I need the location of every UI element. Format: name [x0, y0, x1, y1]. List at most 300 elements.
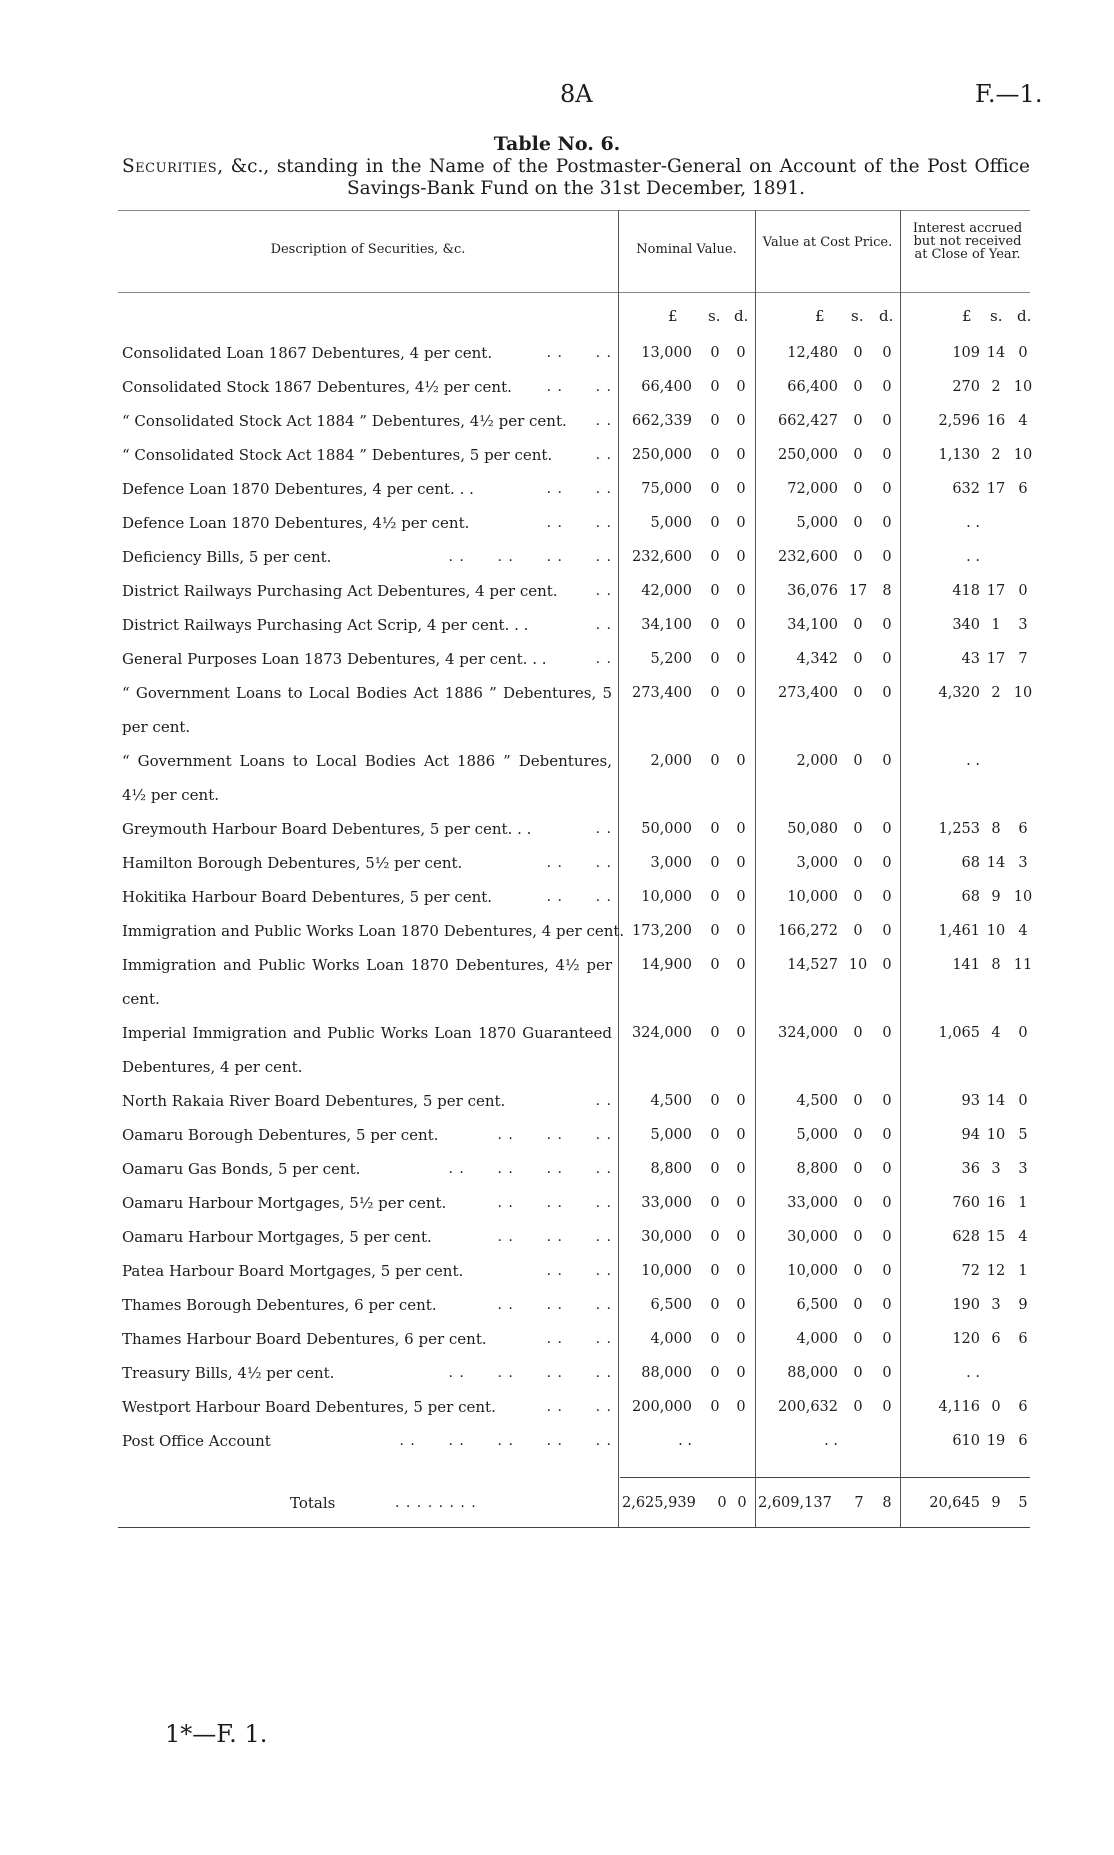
interest-shillings: 17 [986, 481, 1006, 497]
leader-dots: . . [595, 617, 612, 633]
interest-pence: 0 [1018, 345, 1028, 361]
row-description: Oamaru Harbour Mortgages, 5 per cent. [122, 1228, 432, 1246]
cost-pounds: 12,480 [787, 345, 838, 361]
table-row [0, 744, 1114, 812]
cost-pence: 0 [882, 651, 892, 667]
leader-dots: . . . . [546, 515, 612, 531]
subtitle-rest: , &c., standing in the Name of the Postmaster-General on Account of the Post Office Savings-Bank Fund on the 31st December, 1891. [217, 156, 1030, 199]
row-description: District Railways Purchasing Act Scrip, 4 per cent. . . [122, 616, 529, 634]
nominal-shillings: 0 [710, 923, 720, 939]
nominal-pounds: 4,500 [650, 1093, 692, 1109]
unit-pence: d. [734, 307, 749, 325]
interest-pence: 10 [1013, 447, 1033, 463]
nominal-shillings: 0 [710, 583, 720, 599]
interest-shillings: 15 [986, 1229, 1006, 1245]
totals-row [0, 1486, 1114, 1520]
cost-shillings: 0 [853, 1161, 863, 1177]
table-bottom-rule [118, 1527, 1030, 1528]
cost-pence: 0 [882, 1025, 892, 1041]
table-row [0, 1390, 1114, 1424]
cost-pence: 0 [882, 1093, 892, 1109]
table-row [0, 914, 1114, 948]
interest-pounds: 1,065 [938, 1025, 980, 1041]
header-cost: Value at Cost Price. [762, 235, 893, 250]
nominal-shillings: 0 [710, 1195, 720, 1211]
nominal-pounds: 30,000 [641, 1229, 692, 1245]
interest-shillings: 10 [986, 1127, 1006, 1143]
table-row [0, 336, 1114, 370]
interest-pence: 6 [1018, 481, 1028, 497]
nominal-pounds: 42,000 [641, 583, 692, 599]
leader-dots: . . [595, 447, 612, 463]
interest-pounds: 4,320 [938, 685, 980, 701]
table-row [0, 1220, 1114, 1254]
nominal-pence: 0 [736, 481, 746, 497]
cost-pounds: 5,000 [796, 1127, 838, 1143]
leader-dots: . . . . . . [497, 1297, 612, 1313]
totals-cost-pounds: 2,609,137 [758, 1495, 832, 1511]
leader-dots: . . . . [546, 345, 612, 361]
cost-shillings: 0 [853, 753, 863, 769]
interest-shillings: 2 [991, 447, 1001, 463]
table-row [0, 506, 1114, 540]
cost-shillings: 0 [853, 1365, 863, 1381]
nominal-pence: 0 [736, 549, 746, 565]
cost-pence: 0 [882, 481, 892, 497]
nominal-pence: 0 [736, 1195, 746, 1211]
leader-dots: . . . . . . [497, 1195, 612, 1211]
cost-shillings: 0 [853, 855, 863, 871]
table-row [0, 608, 1114, 642]
table-row [0, 1118, 1114, 1152]
unit-pence: d. [1017, 307, 1032, 325]
table-row [0, 1254, 1114, 1288]
leader-dots: . . . . [546, 1399, 612, 1415]
row-description: “ Government Loans to Local Bodies Act 1886 ” Debentures, 5 per cent. [122, 684, 612, 736]
nominal-pence: 0 [736, 1127, 746, 1143]
nominal-pence: 0 [736, 583, 746, 599]
nominal-shillings: 0 [710, 379, 720, 395]
interest-shillings: 10 [986, 923, 1006, 939]
leader-dots: . . . . . . [497, 1127, 612, 1143]
row-description: Immigration and Public Works Loan 1870 Debentures, 4 per cent. [122, 922, 625, 940]
nominal-shillings: 0 [710, 1297, 720, 1313]
cost-pounds: 273,400 [778, 685, 838, 701]
totals-label: Totals [290, 1494, 336, 1512]
cost-shillings: 0 [853, 549, 863, 565]
interest-pence: 4 [1018, 923, 1028, 939]
nominal-pounds: 8,800 [650, 1161, 692, 1177]
cost-shillings: 17 [848, 583, 868, 599]
cost-pounds: 33,000 [787, 1195, 838, 1211]
interest-pence: 11 [1013, 957, 1033, 973]
table-row [0, 642, 1114, 676]
interest-pounds: 628 [952, 1229, 980, 1245]
cost-pence: 0 [882, 1161, 892, 1177]
cost-pence: 0 [882, 957, 892, 973]
cost-pence: 8 [882, 583, 892, 599]
leader-dots: . . . . [546, 379, 612, 395]
totals-nominal-pounds: 2,625,939 [622, 1495, 696, 1511]
cost-pence: 0 [882, 447, 892, 463]
cost-pence: 0 [882, 617, 892, 633]
row-description: Hamilton Borough Debentures, 5½ per cent. [122, 854, 463, 872]
totals-nominal-shillings: 0 [717, 1495, 727, 1511]
table-row [0, 540, 1114, 574]
cost-shillings: 10 [848, 957, 868, 973]
nominal-shillings: 0 [710, 685, 720, 701]
interest-pence: 0 [1018, 1093, 1028, 1109]
nominal-pence: 0 [736, 685, 746, 701]
interest-pounds: 68 [961, 855, 980, 871]
nominal-pounds: 5,200 [650, 651, 692, 667]
cost-pence: 0 [882, 753, 892, 769]
row-description: Deficiency Bills, 5 per cent. [122, 548, 332, 566]
row-description: Treasury Bills, 4½ per cent. [122, 1364, 335, 1382]
nominal-shillings: 0 [710, 1025, 720, 1041]
cost-shillings: 0 [853, 413, 863, 429]
row-description: Thames Harbour Board Debentures, 6 per cent. [122, 1330, 487, 1348]
cost-shillings: 0 [853, 379, 863, 395]
interest-pence: 6 [1018, 1433, 1028, 1449]
interest-pounds: 94 [961, 1127, 980, 1143]
cost-pounds: 72,000 [787, 481, 838, 497]
interest-pence: 6 [1018, 1331, 1028, 1347]
cost-shillings: 0 [853, 1127, 863, 1143]
cost-pounds: 4,500 [796, 1093, 838, 1109]
unit-pound: £ [668, 307, 678, 325]
cost-shillings: 0 [853, 447, 863, 463]
nominal-pounds: 33,000 [641, 1195, 692, 1211]
row-description: Post Office Account [122, 1432, 271, 1450]
unit-pence: d. [879, 307, 894, 325]
interest-shillings: 8 [991, 821, 1001, 837]
table-row [0, 1016, 1114, 1084]
nominal-pounds: . . [678, 1433, 692, 1449]
nominal-pounds: 75,000 [641, 481, 692, 497]
cost-pounds: 250,000 [778, 447, 838, 463]
cost-pounds: 14,527 [787, 957, 838, 973]
interest-pence: 3 [1018, 617, 1028, 633]
cost-pounds: 88,000 [787, 1365, 838, 1381]
cost-shillings: 0 [853, 1195, 863, 1211]
interest-pounds: 120 [952, 1331, 980, 1347]
interest-pence: 7 [1018, 651, 1028, 667]
row-description: Hokitika Harbour Board Debentures, 5 per cent. [122, 888, 493, 906]
leader-dots: . . [595, 1093, 612, 1109]
nominal-pence: 0 [736, 1399, 746, 1415]
table-row [0, 1152, 1114, 1186]
cost-pence: 0 [882, 1263, 892, 1279]
interest-shillings: 17 [986, 651, 1006, 667]
cost-shillings: 0 [853, 481, 863, 497]
interest-shillings: 12 [986, 1263, 1006, 1279]
row-description: Oamaru Harbour Mortgages, 5½ per cent. [122, 1194, 447, 1212]
cost-pounds: 166,272 [778, 923, 838, 939]
cost-pence: 0 [882, 685, 892, 701]
interest-pounds: 141 [952, 957, 980, 973]
page-reference: F.—1. [975, 80, 1043, 108]
leader-dots: . . [595, 413, 612, 429]
interest-pounds: 4,116 [938, 1399, 980, 1415]
totals-nominal-pence: 0 [737, 1495, 747, 1511]
cost-pence: 0 [882, 345, 892, 361]
row-description: District Railways Purchasing Act Debentures, 4 per cent. [122, 582, 558, 600]
interest-shillings: 19 [986, 1433, 1006, 1449]
cost-pounds: 2,000 [796, 753, 838, 769]
interest-pounds: 340 [952, 617, 980, 633]
interest-shillings: 14 [986, 345, 1006, 361]
nominal-shillings: 0 [710, 651, 720, 667]
table-row [0, 812, 1114, 846]
nominal-pounds: 250,000 [632, 447, 692, 463]
row-description: Westport Harbour Board Debentures, 5 per cent. [122, 1398, 496, 1416]
cost-pounds: 662,427 [778, 413, 838, 429]
nominal-pence: 0 [736, 345, 746, 361]
cost-pounds: . . [824, 1433, 838, 1449]
nominal-shillings: 0 [710, 1161, 720, 1177]
cost-shillings: 0 [853, 1093, 863, 1109]
nominal-pence: 0 [736, 889, 746, 905]
nominal-pence: 0 [736, 379, 746, 395]
nominal-pounds: 50,000 [641, 821, 692, 837]
cost-shillings: 0 [853, 515, 863, 531]
interest-pounds: 1,253 [938, 821, 980, 837]
cost-pence: 0 [882, 1331, 892, 1347]
table-row [0, 880, 1114, 914]
cost-shillings: 0 [853, 1263, 863, 1279]
nominal-pounds: 10,000 [641, 1263, 692, 1279]
interest-pence: 5 [1018, 1127, 1028, 1143]
leader-dots: . . . . [546, 855, 612, 871]
interest-pounds: 36 [961, 1161, 980, 1177]
nominal-pounds: 232,600 [632, 549, 692, 565]
nominal-pounds: 66,400 [641, 379, 692, 395]
interest-pounds: 1,461 [938, 923, 980, 939]
nominal-shillings: 0 [710, 447, 720, 463]
nominal-shillings: 0 [710, 549, 720, 565]
nominal-pence: 0 [736, 1093, 746, 1109]
leader-dots: . . . . [546, 1263, 612, 1279]
row-description: Defence Loan 1870 Debentures, 4½ per cent. [122, 514, 470, 532]
interest-pounds: 190 [952, 1297, 980, 1313]
table-row [0, 370, 1114, 404]
cost-pence: 0 [882, 923, 892, 939]
nominal-pence: 0 [736, 821, 746, 837]
interest-pounds: 93 [961, 1093, 980, 1109]
cost-shillings: 0 [853, 1399, 863, 1415]
unit-pound: £ [815, 307, 825, 325]
nominal-shillings: 0 [710, 855, 720, 871]
interest-pence: 9 [1018, 1297, 1028, 1313]
cost-shillings: 0 [853, 821, 863, 837]
cost-pence: 0 [882, 1297, 892, 1313]
interest-pence: 6 [1018, 1399, 1028, 1415]
interest-pounds: 270 [952, 379, 980, 395]
interest-pence: 10 [1013, 685, 1033, 701]
cost-shillings: 0 [853, 1297, 863, 1313]
cost-shillings: 0 [853, 345, 863, 361]
interest-shillings: 17 [986, 583, 1006, 599]
interest-pounds: 418 [952, 583, 980, 599]
cost-pounds: 66,400 [787, 379, 838, 395]
nominal-pence: 0 [736, 855, 746, 871]
leader-dots: . . . . . . [497, 1229, 612, 1245]
nominal-pounds: 4,000 [650, 1331, 692, 1347]
totals-interest-pence: 5 [1018, 1495, 1028, 1511]
nominal-shillings: 0 [710, 413, 720, 429]
interest-shillings: 2 [991, 685, 1001, 701]
table-row [0, 1084, 1114, 1118]
nominal-shillings: 0 [710, 345, 720, 361]
header-nominal: Nominal Value. [636, 242, 737, 257]
cost-shillings: 0 [853, 1331, 863, 1347]
leader-dots: . . . . . . . . [395, 1495, 477, 1511]
nominal-pence: 0 [736, 1263, 746, 1279]
cost-pounds: 3,000 [796, 855, 838, 871]
interest-pounds: 1,130 [938, 447, 980, 463]
cost-pence: 0 [882, 1399, 892, 1415]
table-row [0, 404, 1114, 438]
table-top-rule [118, 210, 1030, 211]
interest-shillings: 9 [991, 889, 1001, 905]
nominal-shillings: 0 [710, 1399, 720, 1415]
nominal-pence: 0 [736, 1365, 746, 1381]
row-description: Oamaru Borough Debentures, 5 per cent. [122, 1126, 439, 1144]
table-subtitle [122, 156, 1030, 200]
cost-pounds: 10,000 [787, 889, 838, 905]
row-description: Patea Harbour Board Mortgages, 5 per cent. [122, 1262, 464, 1280]
interest-shillings: 16 [986, 1195, 1006, 1211]
interest-shillings: 6 [991, 1331, 1001, 1347]
table-row [0, 438, 1114, 472]
nominal-pounds: 34,100 [641, 617, 692, 633]
header-bottom-rule [118, 292, 1030, 293]
nominal-shillings: 0 [710, 889, 720, 905]
nominal-pounds: 662,339 [632, 413, 692, 429]
interest-pounds: 72 [961, 1263, 980, 1279]
nominal-pence: 0 [736, 753, 746, 769]
header-interest: Interest accrued but not received at Close of Year. [912, 221, 1023, 262]
nominal-pounds: 88,000 [641, 1365, 692, 1381]
nominal-pence: 0 [736, 617, 746, 633]
cost-pence: 0 [882, 889, 892, 905]
interest-pence: 1 [1018, 1263, 1028, 1279]
leader-dots: . . . . [546, 1331, 612, 1347]
cost-pence: 0 [882, 1195, 892, 1211]
table-title: Table No. 6. [493, 133, 621, 155]
table-row [0, 1356, 1114, 1390]
cost-pounds: 34,100 [787, 617, 838, 633]
totals-top-rule [620, 1477, 1030, 1478]
interest-pence: 4 [1018, 1229, 1028, 1245]
nominal-shillings: 0 [710, 1263, 720, 1279]
nominal-pounds: 6,500 [650, 1297, 692, 1313]
nominal-pence: 0 [736, 1229, 746, 1245]
cost-shillings: 0 [853, 889, 863, 905]
row-description: Greymouth Harbour Board Debentures, 5 per cent. . . [122, 820, 532, 838]
cost-pence: 0 [882, 515, 892, 531]
cost-pence: 0 [882, 549, 892, 565]
table-row [0, 1322, 1114, 1356]
totals-interest-shillings: 9 [991, 1495, 1001, 1511]
interest-shillings: 14 [986, 855, 1006, 871]
interest-pence: 1 [1018, 1195, 1028, 1211]
nominal-shillings: 0 [710, 1127, 720, 1143]
cost-shillings: 0 [853, 617, 863, 633]
page-number: 8A [560, 80, 593, 108]
interest-shillings: 8 [991, 957, 1001, 973]
nominal-pence: 0 [736, 651, 746, 667]
nominal-pence: 0 [736, 1161, 746, 1177]
cost-pounds: 10,000 [787, 1263, 838, 1279]
cost-shillings: 0 [853, 651, 863, 667]
header-description: Description of Securities, &c. [270, 242, 466, 257]
nominal-pence: 0 [736, 1025, 746, 1041]
unit-pound: £ [962, 307, 972, 325]
cost-pounds: 36,076 [787, 583, 838, 599]
table-row [0, 1424, 1114, 1458]
nominal-pounds: 200,000 [632, 1399, 692, 1415]
nominal-pence: 0 [736, 413, 746, 429]
cost-pounds: 30,000 [787, 1229, 838, 1245]
nominal-pence: 0 [736, 957, 746, 973]
table-row [0, 676, 1114, 744]
interest-shillings: 14 [986, 1093, 1006, 1109]
nominal-shillings: 0 [710, 1365, 720, 1381]
cost-pence: 0 [882, 855, 892, 871]
interest-shillings: 16 [986, 413, 1006, 429]
leader-dots: . . . . . . . . [448, 1365, 612, 1381]
nominal-shillings: 0 [710, 753, 720, 769]
leader-dots: . . [595, 821, 612, 837]
interest-pounds: . . [966, 1365, 980, 1381]
cost-pence: 0 [882, 1229, 892, 1245]
cost-shillings: 0 [853, 685, 863, 701]
interest-pounds: . . [966, 515, 980, 531]
unit-shilling: s. [708, 307, 721, 325]
row-description: Defence Loan 1870 Debentures, 4 per cent. . . [122, 480, 474, 498]
interest-pounds: . . [966, 753, 980, 769]
nominal-pounds: 10,000 [641, 889, 692, 905]
row-description: Consolidated Loan 1867 Debentures, 4 per cent. [122, 344, 493, 362]
table-row [0, 574, 1114, 608]
cost-shillings: 0 [853, 923, 863, 939]
row-description: Oamaru Gas Bonds, 5 per cent. [122, 1160, 361, 1178]
nominal-shillings: 0 [710, 515, 720, 531]
cost-pounds: 4,000 [796, 1331, 838, 1347]
cost-pounds: 4,342 [796, 651, 838, 667]
nominal-pence: 0 [736, 1297, 746, 1313]
nominal-shillings: 0 [710, 1229, 720, 1245]
unit-shilling: s. [851, 307, 864, 325]
cost-pounds: 50,080 [787, 821, 838, 837]
cost-pounds: 8,800 [796, 1161, 838, 1177]
leader-dots: . . [595, 651, 612, 667]
interest-pounds: 760 [952, 1195, 980, 1211]
interest-pence: 3 [1018, 855, 1028, 871]
table-row [0, 846, 1114, 880]
footer-signature: 1*—F. 1. [165, 1720, 268, 1748]
interest-pence: 3 [1018, 1161, 1028, 1177]
nominal-shillings: 0 [710, 1331, 720, 1347]
nominal-pence: 0 [736, 515, 746, 531]
totals-cost-pence: 8 [882, 1495, 892, 1511]
nominal-shillings: 0 [710, 821, 720, 837]
nominal-pounds: 5,000 [650, 1127, 692, 1143]
interest-pounds: . . [966, 549, 980, 565]
cost-pence: 0 [882, 379, 892, 395]
